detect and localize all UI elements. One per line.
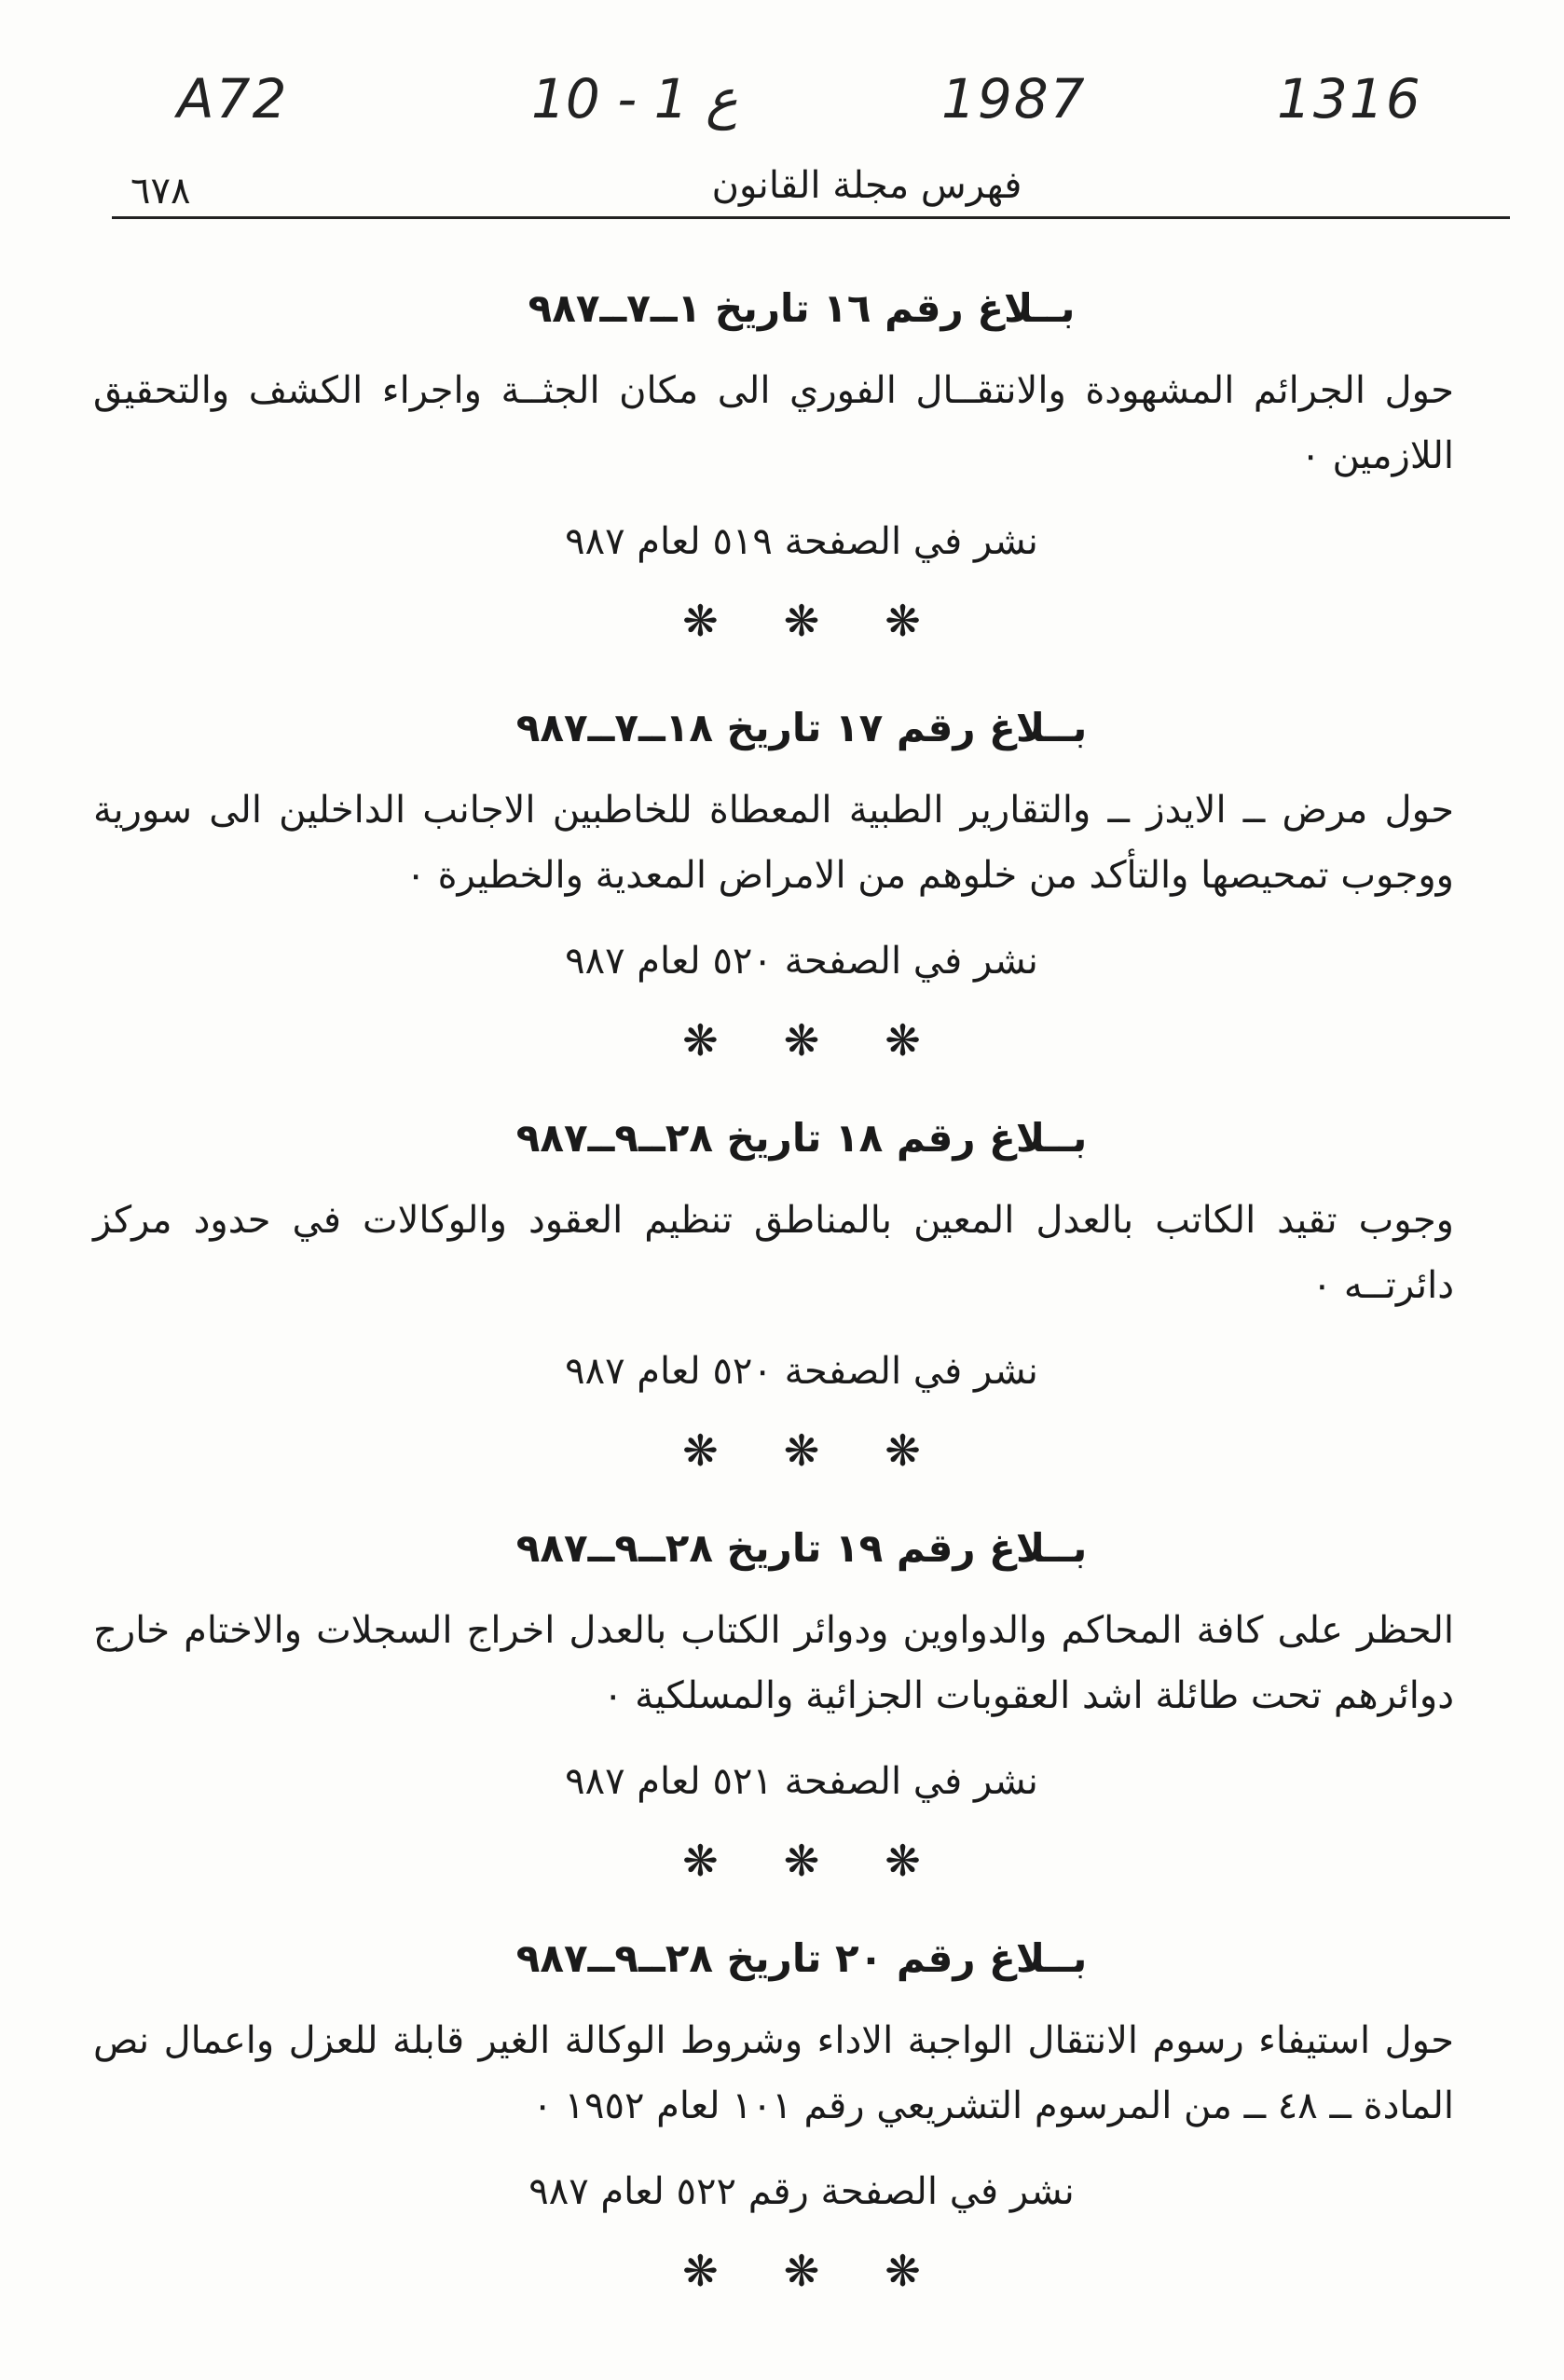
bulletin-body: حول استيفاء رسوم الانتقال الواجبة الاداء وشروط الوكالة الغير قابلة للعزل واعمال نص المادة ــ ٤٨ ــ من المرسوم التشريعي رقم ١٠١ لعام ١٩٥٢ ٠: [93, 2019, 1454, 2127]
bulletin-published: نشر في الصفحة ٥٢١ لعام ٩٨٧: [565, 1760, 1038, 1803]
bulletin-entry-17: [93, 699, 1510, 1068]
bulletin-body: الحظر على كافة المحاكم والدواوين ودوائر الكتاب بالعدل اخراج السجلات والاختام خارج دوائرهم تحت طائلة اشد العقوبات الجزائية والمسلكية ٠: [93, 1609, 1455, 1717]
bulletin-published: نشر في الصفحة رقم ٥٢٢ لعام ٩٨٧: [528, 2170, 1075, 2213]
bulletin-published: نشر في الصفحة ٥١٩ لعام ٩٨٧: [565, 520, 1038, 563]
star-icon: ❋: [885, 1425, 986, 1476]
star-icon: ❋: [783, 1015, 885, 1066]
separator-stars: [93, 1423, 1510, 1479]
bulletin-heading: بــلاغ رقم ١٦ تاريخ ١ــ٧ــ٩٨٧: [528, 285, 1076, 331]
bulletin-entry-18: [93, 1109, 1510, 1479]
bulletin-body: وجوب تقيد الكاتب بالعدل المعين بالمناطق تنظيم العقود والوكالات في حدود مركز دائرتــه ٠: [93, 1199, 1454, 1307]
journal-title: فهرس مجلة القانون: [711, 164, 1022, 207]
star-icon: ❋: [682, 1836, 784, 1886]
handwritten-note-4: 1316: [1277, 67, 1422, 131]
bulletin-heading: بــلاغ رقم ١٨ تاريخ ٢٨ــ٩ــ٩٨٧: [515, 1115, 1088, 1161]
star-icon: ❋: [885, 2246, 986, 2296]
star-icon: ❋: [682, 1425, 784, 1476]
separator-stars: [93, 593, 1510, 649]
star-icon: ❋: [682, 1015, 784, 1066]
star-icon: ❋: [783, 2246, 885, 2296]
star-icon: ❋: [783, 1836, 885, 1886]
separator-stars: [93, 1833, 1510, 1889]
star-icon: ❋: [682, 596, 784, 646]
separator-stars: [93, 1012, 1510, 1068]
separator-stars: [93, 2243, 1510, 2299]
bulletin-heading: بــلاغ رقم ٢٠ تاريخ ٢٨ــ٩ــ٩٨٧: [515, 1935, 1088, 1981]
handwritten-note-3: 1987: [941, 67, 1087, 131]
bulletin-body: حول مرض ــ الايدز ــ والتقارير الطبية المعطاة للخاطبين الاجانب الداخلين الى سورية ووجوب تمحيصها والتأكد من خلوهم من الامراض المعدية والخطيرة ٠: [93, 789, 1454, 897]
star-icon: ❋: [783, 1425, 885, 1476]
header-rule: [112, 216, 1510, 219]
bulletin-heading: بــلاغ رقم ١٧ تاريخ ١٨ــ٧ــ٩٨٧: [515, 705, 1088, 750]
bulletin-published: نشر في الصفحة ٥٢٠ لعام ٩٨٧: [565, 1350, 1038, 1393]
star-icon: ❋: [783, 596, 885, 646]
bulletin-body: حول الجرائم المشهودة والانتقــال الفوري الى مكان الجثــة واجراء الكشف والتحقيق اللازمين ٠: [93, 369, 1454, 477]
bulletin-entry-19: [93, 1520, 1510, 1889]
star-icon: ❋: [885, 596, 986, 646]
star-icon: ❋: [885, 1015, 986, 1066]
running-header: [112, 158, 1482, 224]
page-number: ٦٧٨: [130, 170, 191, 213]
bulletin-entry-20: [93, 1930, 1510, 2299]
star-icon: ❋: [682, 2246, 784, 2296]
bulletin-entry-16: [93, 280, 1510, 649]
handwritten-note-2: 10 - 1 ع: [531, 67, 738, 131]
bulletin-heading: بــلاغ رقم ١٩ تاريخ ٢٨ــ٩ــ٩٨٧: [515, 1525, 1088, 1571]
star-icon: ❋: [885, 1836, 986, 1886]
bulletin-published: نشر في الصفحة ٥٢٠ لعام ٩٨٧: [565, 940, 1038, 983]
handwritten-note-1: A72: [177, 67, 289, 131]
